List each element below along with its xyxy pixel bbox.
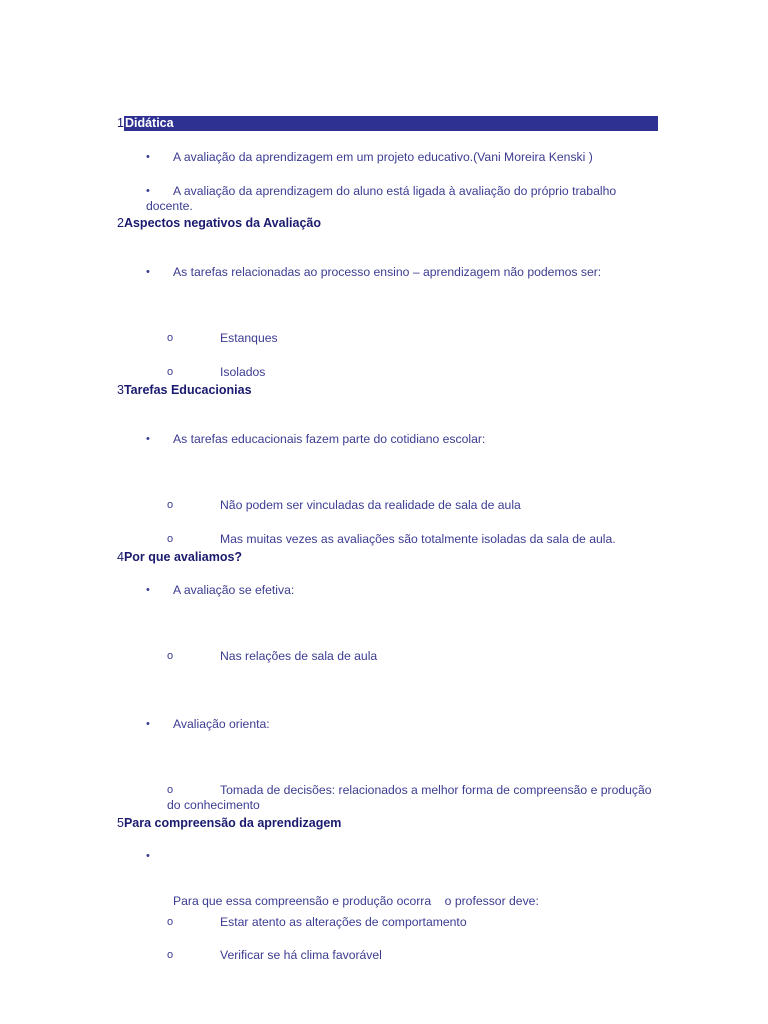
list-item [146, 150, 661, 165]
circle-bullet-icon: o [167, 650, 174, 662]
circle-bullet-icon: o [167, 499, 174, 511]
section-title: Tarefas Educacionias [123, 383, 252, 397]
list-item [146, 265, 661, 280]
sub-list-item-text: Estanques [220, 331, 278, 345]
list-item [146, 583, 661, 598]
sub-list-item [167, 532, 661, 547]
section-title: Para compreensão da aprendizagem [123, 816, 342, 830]
bullet-icon: • [146, 718, 150, 730]
section-number: 1 [117, 116, 124, 130]
sub-list-item-text: Tomada de decisões: relacionados a melhor forma de compreensão e produção do conhecimento [167, 783, 652, 812]
sub-list-item [167, 783, 661, 813]
section-heading [117, 216, 321, 231]
circle-bullet-icon: o [167, 332, 174, 344]
sub-list-item-text: Mas muitas vezes as avaliações são totalmente isoladas da sala de aula. [220, 532, 616, 546]
section-title: Por que avaliamos? [123, 550, 243, 564]
bullet-icon: • [146, 266, 150, 278]
sub-list-item-text: Isolados [220, 365, 266, 379]
sub-list-item-text: Não podem ser vinculadas da realidade de sala de aula [220, 498, 521, 512]
sub-list-item [167, 331, 661, 346]
section-number: 3 [117, 383, 124, 397]
circle-bullet-icon: o [167, 533, 174, 545]
list-item [146, 184, 661, 214]
section-title: Aspectos negativos da Avaliação [123, 216, 322, 230]
section-heading [117, 116, 661, 131]
list-item [146, 432, 661, 447]
list-item-text: As tarefas relacionadas ao processo ensino – aprendizagem não podemos ser: [173, 265, 602, 279]
bullet-icon: • [146, 151, 150, 163]
circle-bullet-icon: o [167, 949, 174, 961]
list-item-text: Para que essa compreensão e produção ocorra o professor deve: [173, 894, 539, 908]
bullet-icon: • [146, 584, 150, 596]
circle-bullet-icon: o [167, 366, 174, 378]
list-item-text: A avaliação da aprendizagem em um projeto educativo.(Vani Moreira Kenski ) [173, 150, 593, 164]
circle-bullet-icon: o [167, 916, 174, 928]
sub-list-item [167, 498, 661, 513]
list-item-text: A avaliação da aprendizagem do aluno está ligada à avaliação do próprio trabalho docente. [146, 184, 617, 213]
sub-list-item [167, 365, 661, 380]
sub-list-item [167, 915, 661, 930]
circle-bullet-icon: o [167, 784, 174, 796]
section-number: 2 [117, 216, 124, 230]
list-item-text: A avaliação se efetiva: [173, 583, 295, 597]
sub-list-item-text: Verificar se há clima favorável [220, 948, 382, 962]
sub-list-item-text: Estar atento as alterações de comportamento [220, 915, 467, 929]
list-item [146, 717, 661, 732]
section-number: 5 [117, 816, 124, 830]
list-item-text: As tarefas educacionais fazem parte do cotidiano escolar: [173, 432, 486, 446]
list-item-text: Avaliação orienta: [173, 717, 270, 731]
section-heading [117, 383, 252, 398]
bullet-icon: • [146, 433, 150, 445]
sub-list-item-text: Nas relações de sala de aula [220, 649, 378, 663]
sub-list-item [167, 649, 661, 664]
section-title: Didática [124, 116, 658, 131]
section-number: 4 [117, 550, 124, 564]
bullet-icon: • [146, 185, 150, 197]
section-heading [117, 816, 341, 831]
sub-list-item [167, 948, 661, 963]
section-heading [117, 550, 242, 565]
bullet-icon: • [146, 850, 150, 862]
